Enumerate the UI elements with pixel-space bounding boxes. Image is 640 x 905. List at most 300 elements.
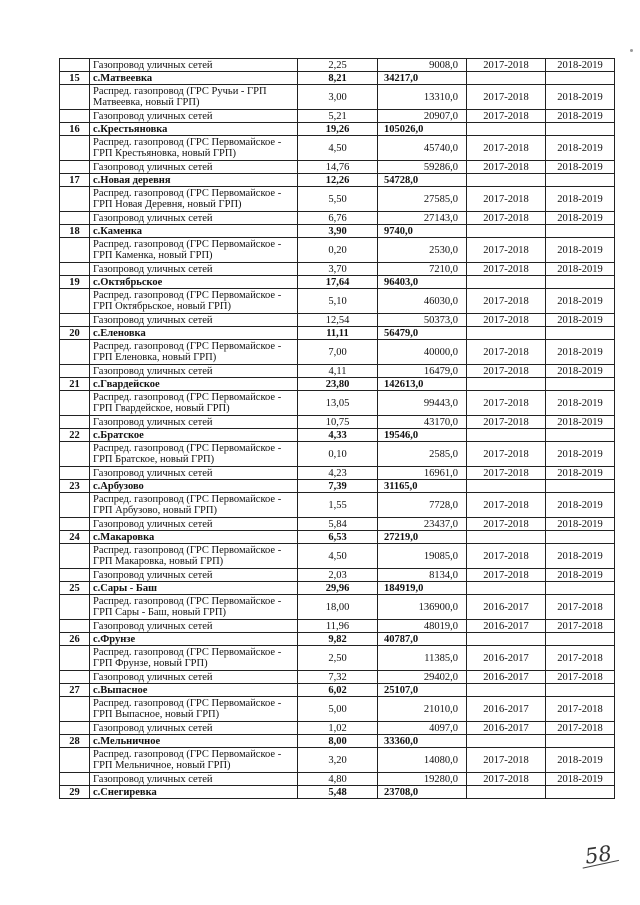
table-row — [60, 544, 615, 569]
cost-value: 8134,0 — [378, 569, 467, 582]
object-name: Распред. газопровод (ГРС Первомайское - ГРП Гвардейское, новый ГРП) — [90, 391, 298, 416]
object-name: Газопровод уличных сетей — [90, 467, 298, 480]
years-construction: 2017-2018 — [546, 620, 615, 633]
years-design: 2016-2017 — [467, 697, 546, 722]
row-number — [60, 722, 90, 735]
years-construction: 2018-2019 — [546, 569, 615, 582]
length-km: 5,10 — [298, 289, 378, 314]
years-design — [467, 786, 546, 799]
length-km: 4,23 — [298, 467, 378, 480]
cost-value: 4097,0 — [378, 722, 467, 735]
years-construction: 2018-2019 — [546, 340, 615, 365]
object-name: Газопровод уличных сетей — [90, 110, 298, 123]
table-row — [60, 773, 615, 786]
years-construction — [546, 633, 615, 646]
length-km: 14,76 — [298, 161, 378, 174]
length-km: 4,11 — [298, 365, 378, 378]
length-km: 11,96 — [298, 620, 378, 633]
years-construction: 2018-2019 — [546, 59, 615, 72]
length-km: 23,80 — [298, 378, 378, 391]
object-name: с.Макаровка — [90, 531, 298, 544]
village-row — [60, 531, 615, 544]
cost-value: 19280,0 — [378, 773, 467, 786]
years-design: 2017-2018 — [467, 289, 546, 314]
object-name: Распред. газопровод (ГРС Первомайское - ГРП Мельничное, новый ГРП) — [90, 748, 298, 773]
length-km: 5,50 — [298, 187, 378, 212]
years-design: 2017-2018 — [467, 136, 546, 161]
object-name: Газопровод уличных сетей — [90, 620, 298, 633]
years-design — [467, 72, 546, 85]
length-km: 13,05 — [298, 391, 378, 416]
length-km: 5,21 — [298, 110, 378, 123]
years-construction — [546, 735, 615, 748]
years-construction: 2018-2019 — [546, 187, 615, 212]
years-design: 2016-2017 — [467, 620, 546, 633]
cost-value: 99443,0 — [378, 391, 467, 416]
object-name: с.Братское — [90, 429, 298, 442]
row-number — [60, 569, 90, 582]
years-construction: 2018-2019 — [546, 544, 615, 569]
cost-value: 33360,0 — [378, 735, 467, 748]
row-number — [60, 773, 90, 786]
years-construction — [546, 72, 615, 85]
object-name: Газопровод уличных сетей — [90, 314, 298, 327]
object-name: Распред. газопровод (ГРС Первомайское - ГРП Фрунзе, новый ГРП) — [90, 646, 298, 671]
years-design: 2017-2018 — [467, 238, 546, 263]
table-row — [60, 136, 615, 161]
row-number: 28 — [60, 735, 90, 748]
length-km: 1,02 — [298, 722, 378, 735]
years-design: 2017-2018 — [467, 391, 546, 416]
cost-value: 7210,0 — [378, 263, 467, 276]
length-km: 8,21 — [298, 72, 378, 85]
cost-value: 34217,0 — [378, 72, 467, 85]
table-row — [60, 518, 615, 531]
years-design — [467, 531, 546, 544]
village-row — [60, 684, 615, 697]
row-number — [60, 544, 90, 569]
length-km: 9,82 — [298, 633, 378, 646]
row-number — [60, 314, 90, 327]
years-construction — [546, 786, 615, 799]
years-design — [467, 225, 546, 238]
row-number — [60, 340, 90, 365]
length-km: 12,54 — [298, 314, 378, 327]
row-number — [60, 391, 90, 416]
length-km: 4,80 — [298, 773, 378, 786]
row-number: 15 — [60, 72, 90, 85]
table-row — [60, 340, 615, 365]
row-number — [60, 238, 90, 263]
table-row — [60, 59, 615, 72]
length-km: 11,11 — [298, 327, 378, 340]
object-name: Газопровод уличных сетей — [90, 569, 298, 582]
row-number — [60, 289, 90, 314]
years-design: 2016-2017 — [467, 646, 546, 671]
object-name: с.Выпасное — [90, 684, 298, 697]
years-design: 2017-2018 — [467, 314, 546, 327]
cost-value: 56479,0 — [378, 327, 467, 340]
years-construction: 2018-2019 — [546, 314, 615, 327]
cost-value: 184919,0 — [378, 582, 467, 595]
years-construction — [546, 225, 615, 238]
years-construction: 2018-2019 — [546, 748, 615, 773]
length-km: 0,10 — [298, 442, 378, 467]
cost-value: 31165,0 — [378, 480, 467, 493]
length-km: 4,33 — [298, 429, 378, 442]
years-construction: 2017-2018 — [546, 646, 615, 671]
row-number — [60, 467, 90, 480]
years-construction: 2018-2019 — [546, 391, 615, 416]
object-name: Газопровод уличных сетей — [90, 416, 298, 429]
village-row — [60, 735, 615, 748]
object-name: Газопровод уличных сетей — [90, 212, 298, 225]
length-km: 2,50 — [298, 646, 378, 671]
cost-value: 16961,0 — [378, 467, 467, 480]
cost-value: 50373,0 — [378, 314, 467, 327]
table-row — [60, 697, 615, 722]
length-km: 4,50 — [298, 544, 378, 569]
cost-value: 23437,0 — [378, 518, 467, 531]
years-construction — [546, 174, 615, 187]
table-row — [60, 110, 615, 123]
row-number — [60, 59, 90, 72]
years-design: 2017-2018 — [467, 544, 546, 569]
cost-value: 14080,0 — [378, 748, 467, 773]
village-row — [60, 429, 615, 442]
table-body — [60, 59, 615, 799]
length-km: 2,03 — [298, 569, 378, 582]
years-design — [467, 735, 546, 748]
years-construction — [546, 123, 615, 136]
years-design: 2017-2018 — [467, 442, 546, 467]
length-km: 3,20 — [298, 748, 378, 773]
years-construction: 2018-2019 — [546, 263, 615, 276]
years-design: 2016-2017 — [467, 722, 546, 735]
years-construction: 2018-2019 — [546, 136, 615, 161]
years-construction — [546, 378, 615, 391]
table-row — [60, 671, 615, 684]
length-km: 1,55 — [298, 493, 378, 518]
years-construction: 2018-2019 — [546, 467, 615, 480]
cost-value: 11385,0 — [378, 646, 467, 671]
row-number: 24 — [60, 531, 90, 544]
row-number: 19 — [60, 276, 90, 289]
village-row — [60, 123, 615, 136]
cost-value: 45740,0 — [378, 136, 467, 161]
cost-value: 7728,0 — [378, 493, 467, 518]
years-design — [467, 684, 546, 697]
row-number: 17 — [60, 174, 90, 187]
object-name: Распред. газопровод (ГРС Первомайское - ГРП Выпасное, новый ГРП) — [90, 697, 298, 722]
row-number — [60, 187, 90, 212]
years-design — [467, 633, 546, 646]
years-design — [467, 123, 546, 136]
table-row — [60, 493, 615, 518]
years-design — [467, 174, 546, 187]
years-construction: 2017-2018 — [546, 595, 615, 620]
row-number — [60, 620, 90, 633]
table-row — [60, 595, 615, 620]
object-name: с.Крестьяновка — [90, 123, 298, 136]
years-construction: 2018-2019 — [546, 110, 615, 123]
cost-value: 43170,0 — [378, 416, 467, 429]
object-name: Газопровод уличных сетей — [90, 161, 298, 174]
years-design: 2017-2018 — [467, 187, 546, 212]
cost-value: 96403,0 — [378, 276, 467, 289]
table-row — [60, 748, 615, 773]
row-number: 29 — [60, 786, 90, 799]
row-number: 22 — [60, 429, 90, 442]
cost-value: 29402,0 — [378, 671, 467, 684]
years-construction: 2017-2018 — [546, 671, 615, 684]
table-row — [60, 238, 615, 263]
cost-value: 27143,0 — [378, 212, 467, 225]
row-number — [60, 136, 90, 161]
village-row — [60, 225, 615, 238]
cost-value: 9740,0 — [378, 225, 467, 238]
cost-value: 59286,0 — [378, 161, 467, 174]
village-row — [60, 786, 615, 799]
object-name: Распред. газопровод (ГРС Первомайское - ГРП Октябрьское, новый ГРП) — [90, 289, 298, 314]
cost-value: 9008,0 — [378, 59, 467, 72]
cost-value: 48019,0 — [378, 620, 467, 633]
years-design: 2017-2018 — [467, 212, 546, 225]
years-construction: 2018-2019 — [546, 212, 615, 225]
length-km: 19,26 — [298, 123, 378, 136]
table-row — [60, 467, 615, 480]
object-name: с.Снегиревка — [90, 786, 298, 799]
cost-value: 23708,0 — [378, 786, 467, 799]
object-name: Распред. газопровод (ГРС Первомайское - ГРП Сары - Баш, новый ГРП) — [90, 595, 298, 620]
cost-value: 136900,0 — [378, 595, 467, 620]
object-name: с.Сары - Баш — [90, 582, 298, 595]
years-construction: 2018-2019 — [546, 289, 615, 314]
cost-value: 25107,0 — [378, 684, 467, 697]
years-design: 2017-2018 — [467, 493, 546, 518]
row-number — [60, 493, 90, 518]
years-design: 2017-2018 — [467, 518, 546, 531]
row-number: 25 — [60, 582, 90, 595]
object-name: Распред. газопровод (ГРС Первомайское - ГРП Арбузово, новый ГРП) — [90, 493, 298, 518]
length-km: 3,90 — [298, 225, 378, 238]
cost-value: 19546,0 — [378, 429, 467, 442]
cost-value: 40000,0 — [378, 340, 467, 365]
years-design — [467, 378, 546, 391]
village-row — [60, 480, 615, 493]
row-number — [60, 442, 90, 467]
years-design: 2017-2018 — [467, 110, 546, 123]
years-construction — [546, 276, 615, 289]
village-row — [60, 72, 615, 85]
table-row — [60, 646, 615, 671]
years-construction: 2018-2019 — [546, 161, 615, 174]
row-number: 23 — [60, 480, 90, 493]
cost-value: 2530,0 — [378, 238, 467, 263]
cost-value: 46030,0 — [378, 289, 467, 314]
object-name: Газопровод уличных сетей — [90, 518, 298, 531]
years-design: 2017-2018 — [467, 340, 546, 365]
length-km: 2,25 — [298, 59, 378, 72]
village-row — [60, 174, 615, 187]
row-number — [60, 518, 90, 531]
table-row — [60, 442, 615, 467]
years-design — [467, 276, 546, 289]
table-row — [60, 187, 615, 212]
object-name: Распред. газопровод (ГРС Ручьи - ГРП Матвеевка, новый ГРП) — [90, 85, 298, 110]
row-number — [60, 110, 90, 123]
object-name: с.Фрунзе — [90, 633, 298, 646]
years-design: 2017-2018 — [467, 263, 546, 276]
row-number — [60, 263, 90, 276]
cost-value: 27585,0 — [378, 187, 467, 212]
years-construction: 2018-2019 — [546, 518, 615, 531]
years-design: 2017-2018 — [467, 569, 546, 582]
cost-value: 21010,0 — [378, 697, 467, 722]
cost-value: 19085,0 — [378, 544, 467, 569]
length-km: 18,00 — [298, 595, 378, 620]
length-km: 3,00 — [298, 85, 378, 110]
row-number — [60, 212, 90, 225]
years-design: 2017-2018 — [467, 467, 546, 480]
object-name: с.Новая деревня — [90, 174, 298, 187]
object-name: Газопровод уличных сетей — [90, 365, 298, 378]
row-number — [60, 595, 90, 620]
object-name: Газопровод уличных сетей — [90, 59, 298, 72]
table-row — [60, 161, 615, 174]
row-number — [60, 85, 90, 110]
row-number — [60, 697, 90, 722]
row-number — [60, 365, 90, 378]
length-km: 5,84 — [298, 518, 378, 531]
row-number: 26 — [60, 633, 90, 646]
cost-value: 16479,0 — [378, 365, 467, 378]
years-design: 2017-2018 — [467, 365, 546, 378]
village-row — [60, 276, 615, 289]
years-design — [467, 429, 546, 442]
object-name: Распред. газопровод (ГРС Первомайское - ГРП Каменка, новый ГРП) — [90, 238, 298, 263]
years-construction: 2018-2019 — [546, 85, 615, 110]
row-number — [60, 671, 90, 684]
table-row — [60, 391, 615, 416]
object-name: Газопровод уличных сетей — [90, 773, 298, 786]
years-construction: 2017-2018 — [546, 722, 615, 735]
cost-value: 2585,0 — [378, 442, 467, 467]
length-km: 3,70 — [298, 263, 378, 276]
object-name: с.Еленовка — [90, 327, 298, 340]
table-row — [60, 416, 615, 429]
years-construction: 2018-2019 — [546, 773, 615, 786]
row-number: 20 — [60, 327, 90, 340]
row-number — [60, 416, 90, 429]
cost-value: 142613,0 — [378, 378, 467, 391]
years-construction — [546, 582, 615, 595]
years-design: 2017-2018 — [467, 161, 546, 174]
village-row — [60, 582, 615, 595]
table-row — [60, 263, 615, 276]
length-km: 0,20 — [298, 238, 378, 263]
length-km: 6,76 — [298, 212, 378, 225]
years-construction: 2018-2019 — [546, 238, 615, 263]
object-name: с.Каменка — [90, 225, 298, 238]
page-number: 58 — [583, 841, 614, 869]
length-km: 5,00 — [298, 697, 378, 722]
years-design: 2017-2018 — [467, 59, 546, 72]
years-construction — [546, 480, 615, 493]
object-name: Распред. газопровод (ГРС Первомайское - ГРП Братское, новый ГРП) — [90, 442, 298, 467]
row-number: 27 — [60, 684, 90, 697]
object-name: Распред. газопровод (ГРС Первомайское - ГРП Макаровка, новый ГРП) — [90, 544, 298, 569]
table-row — [60, 569, 615, 582]
cost-value: 13310,0 — [378, 85, 467, 110]
table-row — [60, 365, 615, 378]
years-design — [467, 582, 546, 595]
gas-pipeline-table — [59, 58, 615, 799]
length-km: 10,75 — [298, 416, 378, 429]
years-construction: 2017-2018 — [546, 697, 615, 722]
length-km: 4,50 — [298, 136, 378, 161]
table-row — [60, 314, 615, 327]
object-name: с.Октябрьское — [90, 276, 298, 289]
years-design — [467, 327, 546, 340]
years-construction: 2018-2019 — [546, 365, 615, 378]
years-construction — [546, 429, 615, 442]
village-row — [60, 633, 615, 646]
scan-dot — [630, 49, 633, 52]
object-name: Распред. газопровод (ГРС Первомайское - ГРП Новая Деревня, новый ГРП) — [90, 187, 298, 212]
cost-value: 40787,0 — [378, 633, 467, 646]
row-number: 16 — [60, 123, 90, 136]
length-km: 5,48 — [298, 786, 378, 799]
object-name: Распред. газопровод (ГРС Первомайское - ГРП Крестьяновка, новый ГРП) — [90, 136, 298, 161]
length-km: 6,53 — [298, 531, 378, 544]
object-name: с.Гвардейское — [90, 378, 298, 391]
years-design: 2017-2018 — [467, 416, 546, 429]
length-km: 12,26 — [298, 174, 378, 187]
table-row — [60, 85, 615, 110]
object-name: с.Матвеевка — [90, 72, 298, 85]
years-design: 2017-2018 — [467, 773, 546, 786]
years-design: 2016-2017 — [467, 671, 546, 684]
table-row — [60, 289, 615, 314]
object-name: с.Мельничное — [90, 735, 298, 748]
years-design: 2016-2017 — [467, 595, 546, 620]
row-number — [60, 161, 90, 174]
length-km: 7,00 — [298, 340, 378, 365]
length-km: 8,00 — [298, 735, 378, 748]
cost-value: 105026,0 — [378, 123, 467, 136]
years-design: 2017-2018 — [467, 748, 546, 773]
length-km: 7,39 — [298, 480, 378, 493]
length-km: 7,32 — [298, 671, 378, 684]
length-km: 17,64 — [298, 276, 378, 289]
object-name: Газопровод уличных сетей — [90, 263, 298, 276]
object-name: Распред. газопровод (ГРС Первомайское - ГРП Еленовка, новый ГРП) — [90, 340, 298, 365]
document-sheet — [59, 58, 614, 799]
cost-value: 54728,0 — [378, 174, 467, 187]
row-number — [60, 748, 90, 773]
years-construction — [546, 684, 615, 697]
years-design: 2017-2018 — [467, 85, 546, 110]
years-construction: 2018-2019 — [546, 416, 615, 429]
object-name: Газопровод уличных сетей — [90, 722, 298, 735]
village-row — [60, 378, 615, 391]
years-design — [467, 480, 546, 493]
table-row — [60, 620, 615, 633]
cost-value: 20907,0 — [378, 110, 467, 123]
table-row — [60, 212, 615, 225]
years-construction: 2018-2019 — [546, 442, 615, 467]
